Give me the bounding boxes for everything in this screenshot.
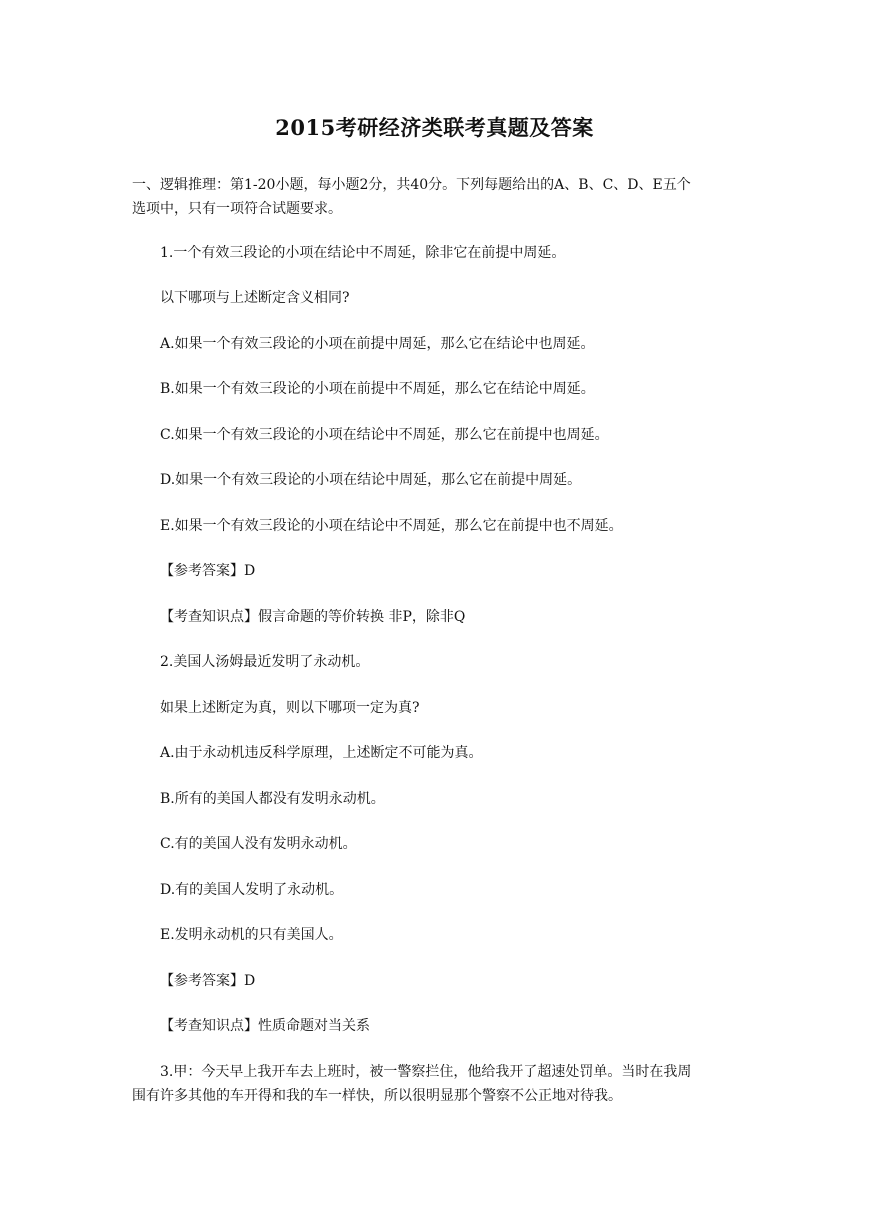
question-2-answer: 【参考答案】D — [160, 973, 256, 989]
question-3-stem-line-1: 3.甲：今天早上我开车去上班时，被一警察拦住，他给我开了超速处罚单。当时在我周 — [160, 1064, 692, 1080]
question-2-stem: 2.美国人汤姆最近发明了永动机。 — [160, 654, 370, 670]
question-2-option-e: E.发明永动机的只有美国人。 — [160, 927, 343, 943]
question-2-option-b: B.所有的美国人都没有发明永动机。 — [160, 791, 385, 807]
question-1-option-e: E.如果一个有效三段论的小项在结论中不周延，那么它在前提中也不周延。 — [160, 518, 623, 534]
section-intro-line-1: 一、逻辑推理：第1-20小题，每小题2分，共40分。下列每题给出的A、B、C、D、E五个 — [132, 177, 691, 193]
section-intro-line-2: 选项中，只有一项符合试题要求。 — [132, 201, 342, 217]
page-title: 2015考研经济类联考真题及答案 — [275, 115, 594, 140]
question-2-prompt: 如果上述断定为真，则以下哪项一定为真? — [160, 700, 420, 716]
question-3-stem-line-2: 围有许多其他的车开得和我的车一样快，所以很明显那个警察不公正地对待我。 — [132, 1088, 622, 1104]
question-1-option-a: A.如果一个有效三段论的小项在前提中周延，那么它在结论中也周延。 — [160, 336, 595, 352]
question-1-prompt: 以下哪项与上述断定含义相同? — [160, 290, 350, 306]
question-2-option-d: D.有的美国人发明了永动机。 — [160, 882, 344, 898]
question-1-knowledge: 【考查知识点】假言命题的等价转换 非P，除非Q — [160, 609, 466, 625]
question-1-option-d: D.如果一个有效三段论的小项在结论中周延，那么它在前提中周延。 — [160, 472, 582, 488]
question-1-option-c: C.如果一个有效三段论的小项在结论中不周延，那么它在前提中也周延。 — [160, 427, 609, 443]
question-1-answer: 【参考答案】D — [160, 563, 256, 579]
question-1-stem: 1.一个有效三段论的小项在结论中不周延，除非它在前提中周延。 — [160, 245, 566, 261]
question-1-option-b: B.如果一个有效三段论的小项在前提中不周延，那么它在结论中周延。 — [160, 381, 595, 397]
question-2-option-a: A.由于永动机违反科学原理，上述断定不可能为真。 — [160, 745, 483, 761]
question-2-knowledge: 【考查知识点】性质命题对当关系 — [160, 1018, 370, 1034]
question-2-option-c: C.有的美国人没有发明永动机。 — [160, 836, 357, 852]
